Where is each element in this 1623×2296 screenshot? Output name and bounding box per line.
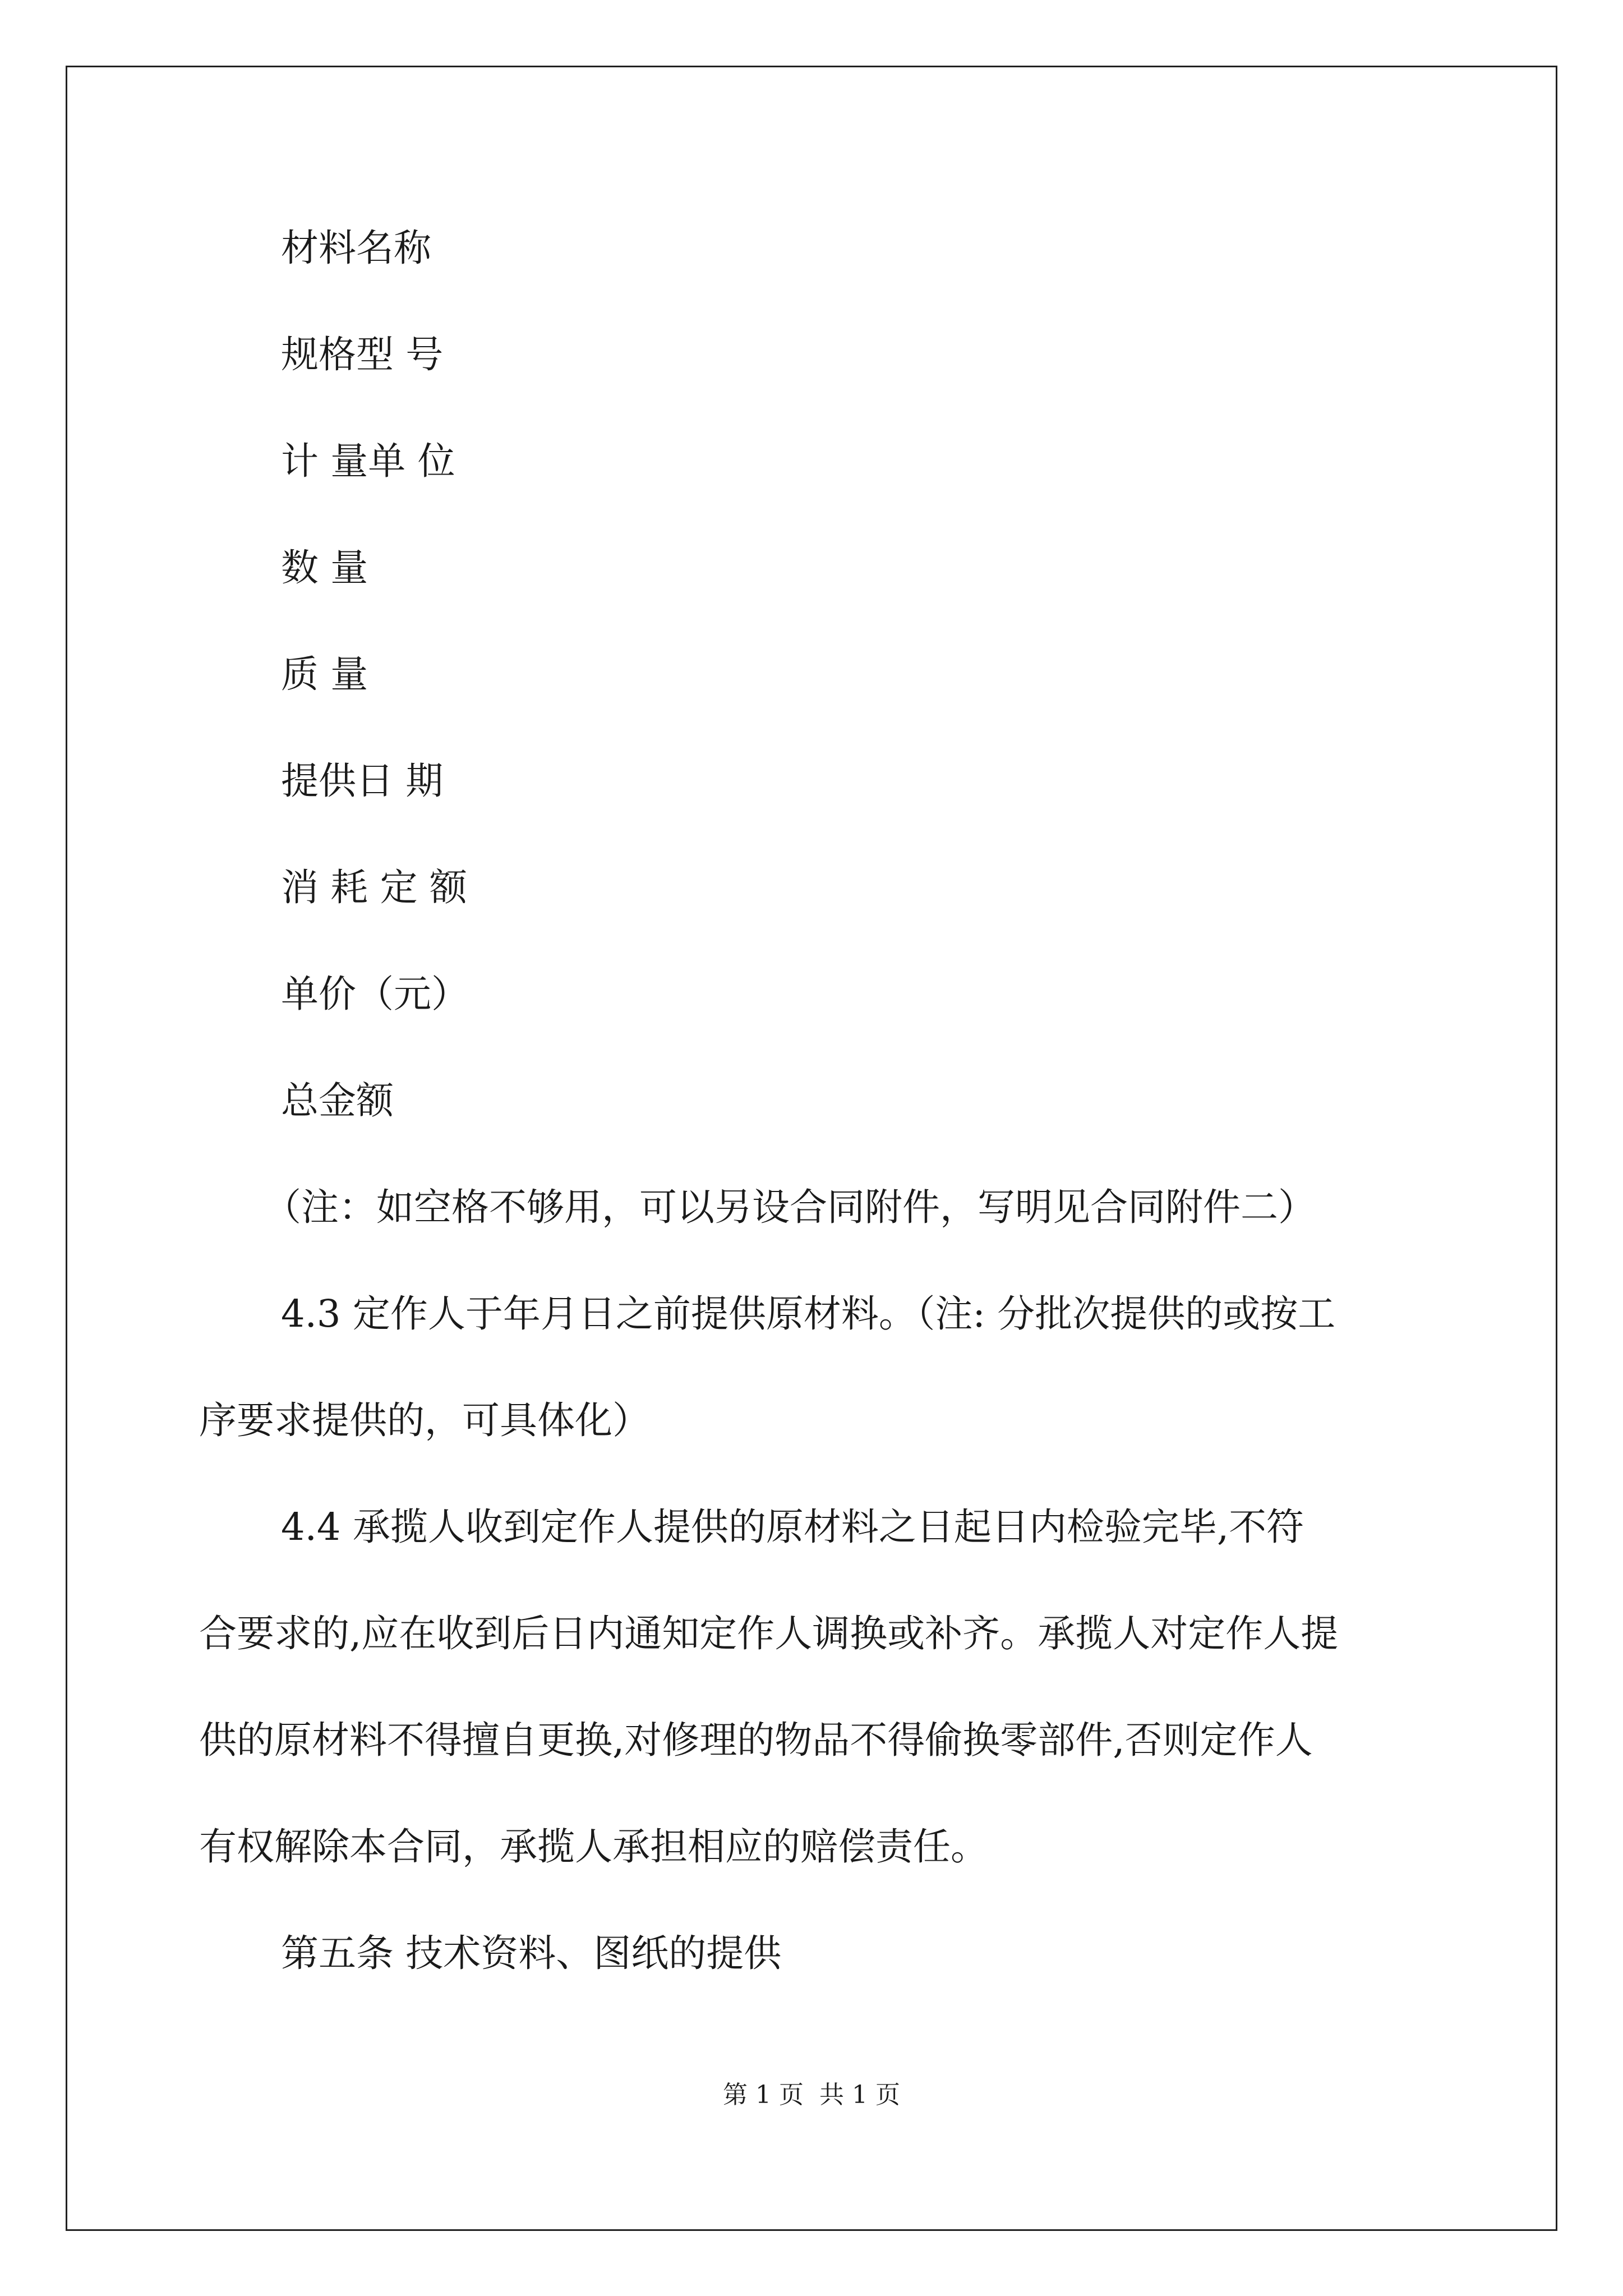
doc-line-supply-date: 提供日 期	[281, 759, 444, 803]
doc-line-clause-4-4-a: 4.4 承揽人收到定作人提供的原材料之日起日内检验完毕,不符	[281, 1505, 1304, 1549]
doc-line-clause-4-3-b: 序要求提供的，可具体化）	[199, 1398, 650, 1442]
doc-line-clause-4-4-c: 供的原材料不得擅自更换,对修理的物品不得偷换零部件,否则定作人	[199, 1718, 1313, 1762]
doc-line-unit: 计 量单 位	[281, 439, 455, 483]
doc-line-note: （注：如空格不够用，可以另设合同附件，写明见合同附件二）	[264, 1185, 1316, 1229]
doc-line-quantity: 数 量	[281, 546, 368, 590]
page-frame	[66, 66, 1557, 2231]
doc-line-clause-4-3-a: 4.3 定作人于年月日之前提供原材料。（注: 分批次提供的或按工	[281, 1292, 1336, 1336]
doc-line-article-5-heading: 第五条 技术资料、图纸的提供	[281, 1931, 782, 1975]
doc-line-material-name: 材料名称	[281, 226, 431, 270]
doc-line-clause-4-4-d: 有权解除本合同，承揽人承担相应的赔偿责任。	[199, 1825, 988, 1869]
page-number-footer: 第 1 页 共 1 页	[723, 2081, 900, 2109]
doc-line-spec-model: 规格型 号	[281, 333, 444, 376]
doc-line-quality: 质 量	[281, 652, 368, 696]
doc-line-total-amount: 总金额	[281, 1079, 394, 1122]
doc-line-unit-price: 单价（元）	[281, 972, 469, 1016]
doc-line-consumption-quota: 消 耗 定 额	[281, 866, 467, 909]
doc-line-clause-4-4-b: 合要求的,应在收到后日内通知定作人调换或补齐。承揽人对定作人提	[199, 1612, 1339, 1655]
